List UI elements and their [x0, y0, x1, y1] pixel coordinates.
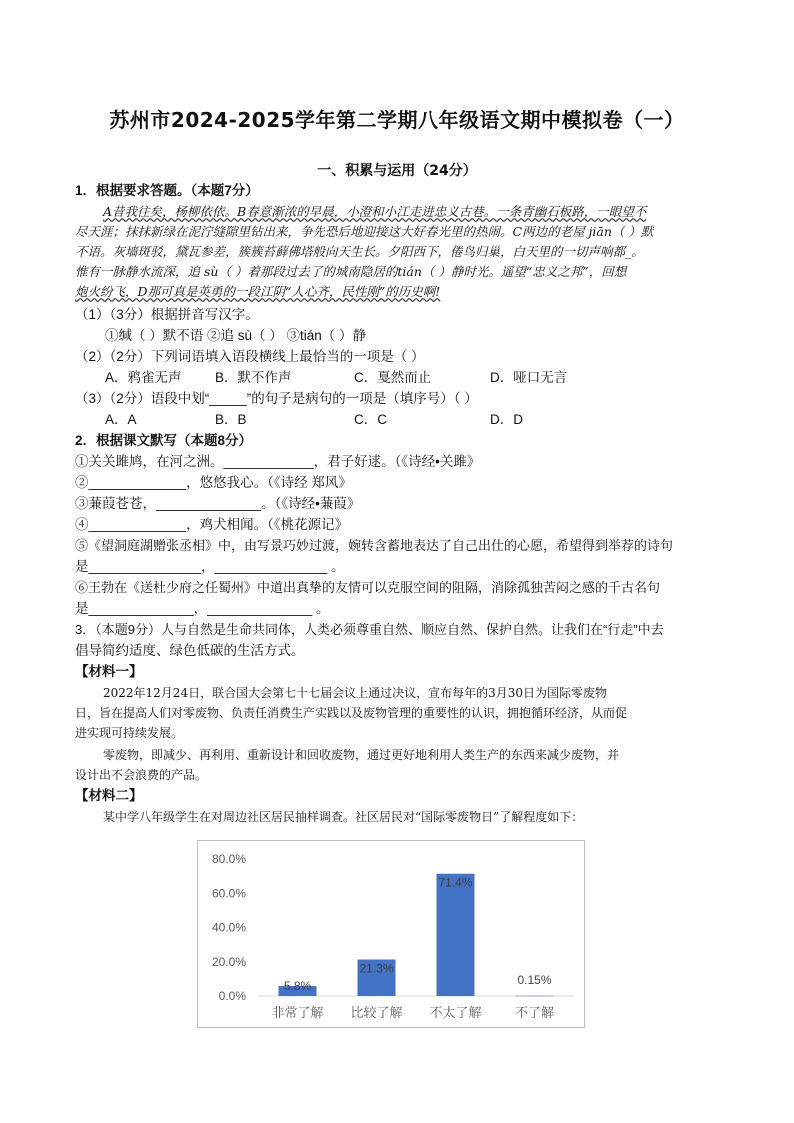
material-1-text: 进实现可持续发展。 — [75, 726, 184, 740]
data-label: 5.8% — [283, 979, 312, 993]
q1-passage-line: 炮火纷飞，D那可真是英勇的一段江阴“人心齐，民性刚”的历史啊! — [75, 284, 441, 299]
section-heading: 一、积累与运用（24分） — [317, 163, 477, 179]
q1-sub1: （1）（3分）根据拼音写汉字。 — [75, 307, 259, 322]
option-b: B．默不作声 — [215, 370, 292, 385]
recite-line: ②_____________，悠悠我心。（《诗经 郑风》 — [75, 475, 352, 490]
recite-line: ⑤《望洞庭湖赠张丞相》中，由写景巧妙过渡，婉转含蓄地表达了自己出仕的心愿，希望得到举荐的诗句 — [75, 538, 674, 553]
q1-heading: 1．根据要求答题。（本题7分） — [75, 183, 259, 198]
q1-sub3: （3）（2分）语段中划“_____”的句子是病句的一项是（填序号）（ ） — [75, 391, 478, 406]
data-label: 0.15% — [517, 973, 552, 987]
q1-passage-line: A昔我往矣，杨柳依依。B春意渐浓的早晨，小澄和小江走进忠义古巷。一条青幽石板路，一眼望不 — [103, 204, 647, 219]
material-1-text: 设计出不会浪费的产品。 — [75, 768, 208, 782]
material-1-text: 日，旨在提高人们对零废物、负责任消费生产实践以及废物管理的重要性的认识，拥抱循环经济，从而促 — [75, 706, 628, 720]
option-a: A．鸦雀无声 — [105, 370, 182, 385]
y-tick-label: 40.0% — [211, 920, 246, 935]
option-b: B．B — [215, 412, 247, 427]
option-c: C．C — [354, 412, 387, 427]
option-a: A．A — [105, 412, 137, 427]
y-tick-label: 0.0% — [218, 989, 246, 1003]
page-title: 苏州市2024-2025学年第二学期八年级语文期中模拟卷（一） — [109, 108, 685, 132]
category-label: 不了解 — [514, 1006, 555, 1021]
option-c: C．戛然而止 — [354, 370, 432, 385]
q3-heading-cont: 倡导简约适度、绿色低碳的生活方式。 — [75, 643, 305, 658]
category-label: 比较了解 — [350, 1006, 403, 1021]
category-label: 不太了解 — [429, 1006, 482, 1021]
q3-heading: 3．（本题9分）人与自然是生命共同体，人类必须尊重自然、顺应自然、保护自然。让我们在“行走”中去 — [75, 622, 664, 637]
material-2-text: 某中学八年级学生在对周边社区居民抽样调查。社区居民对“国际零废物日”了解程度如下： — [103, 810, 584, 824]
q1-passage-line: 惟有一脉静水流深，追 sù（ ）着那段过去了的城南隐居的tián（ ）静时光。遥望“忠义之邦”，回想 — [75, 264, 627, 279]
recite-line: 是______________，______________ 。 — [75, 601, 330, 616]
bar — [437, 874, 475, 996]
recite-line: ④_____________，鸡犬相闻。（《桃花源记》 — [75, 517, 349, 532]
y-tick-label: 80.0% — [211, 852, 246, 866]
survey-bar-chart — [197, 840, 585, 1028]
data-label: 71.4% — [438, 875, 473, 890]
material-1-label: 【材料一】 — [75, 664, 143, 679]
q1-sub1-items: ①缄（ ）默不语 ②追 sù（ ） ③tián（ ）静 — [105, 328, 367, 343]
recite-line: ⑥王勃在《送杜少府之任蜀州》中道出真挚的友情可以克服空间的阻隔，消除孤独苦闷之感的千古名句 — [75, 580, 661, 595]
material-1-text: 零废物，即减少、再利用、重新设计和回收废物，通过更好地利用人类生产的东西来减少废物，并 — [103, 748, 620, 762]
option-d: D．D — [490, 412, 523, 427]
y-tick-label: 60.0% — [211, 886, 246, 901]
y-tick-label: 20.0% — [211, 954, 246, 969]
recite-line: ③蒹葭苍苍，______________。（《诗经•蒹葭》 — [75, 496, 361, 511]
category-label: 非常了解 — [271, 1006, 324, 1021]
q1-passage-line: 尽天涯；抹抹新绿在泥泞缝隙里钻出来，争先恐后地迎接这大好春光里的热闹。C两边的老屋 jiān（ ）默 — [75, 224, 654, 239]
recite-line: 是_______________，_______________ 。 — [75, 559, 345, 574]
material-2-label: 【材料二】 — [75, 788, 143, 803]
bar — [516, 996, 554, 997]
q1-passage-line: 不语。灰墙斑驳，黛瓦参差，簇簇苔藓佛塔般向天生长。夕阳西下，倦鸟归巢，白天里的一切声响都_。 — [75, 244, 644, 259]
option-d: D．哑口无言 — [490, 370, 568, 385]
q2-heading: 2．根据课文默写（本题8分） — [75, 433, 253, 448]
material-1-text: 2022年12月24日，联合国大会第七十七届会议上通过决议，宣布每年的3月30日为国际零废物 — [103, 686, 607, 700]
q1-sub2: （2）（2分）下列词语填入语段横线上最恰当的一项是（ ） — [75, 349, 425, 364]
recite-line: ①关关雎鸠，在河之洲。____________，君子好逑。（《诗经•关雎》 — [75, 454, 481, 469]
data-label: 21.3% — [359, 961, 394, 976]
